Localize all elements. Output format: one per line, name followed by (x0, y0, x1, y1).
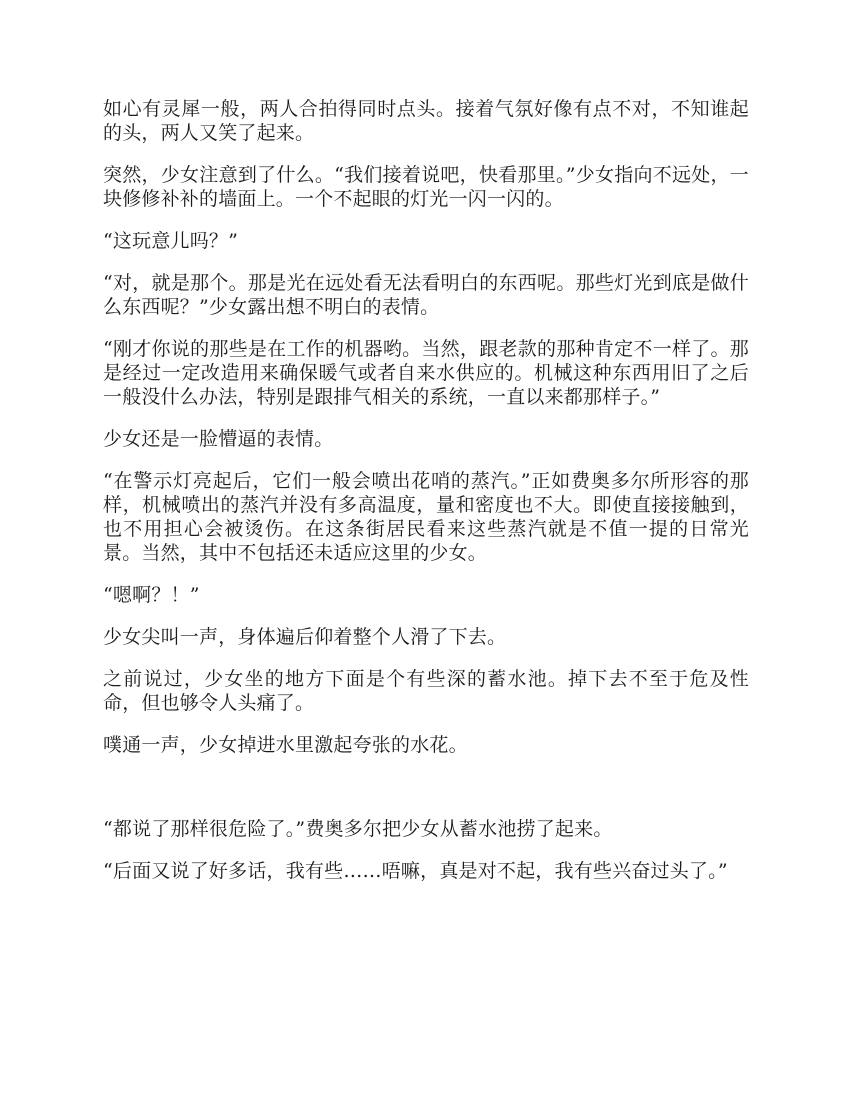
paragraph-8: “嗯啊？！” (103, 584, 200, 606)
section-break (103, 775, 749, 817)
paragraph-10: 之前说过，少女坐的地方下面是个有些深的蓄水池。掉下去不至于危及性命，但也够令人头痛了。 (103, 668, 749, 714)
paragraph-7: “在警示灯亮起后，它们一般会喷出花哨的蒸汽。”正如费奥多尔所形容的那样，机械喷出的蒸汽并没有多高温度，量和密度也不大。即使直接接触到，也不用担心会被烫伤。在这条街居民看来这些蒸汽就是不值一提的日常光景。当然，其中不包括还未适应这里的少女。 (103, 470, 749, 564)
paragraph-11: 噗通一声，少女掉进水里激起夸张的水花。 (103, 734, 468, 756)
paragraph-9: 少女尖叫一声，身体遍后仰着整个人滑了下去。 (103, 626, 507, 648)
paragraph-5: “刚才你说的那些是在工作的机器哟。当然，跟老款的那种肯定不一样了。那是经过一定改造用来确保暖气或者自来水供应的。机械这种东西用旧了之后一般没什么办法，特别是跟排气相关的系统，一直以来都那样子。” (103, 338, 749, 408)
paragraph-4: “对，就是那个。那是光在远处看无法看明白的东西呢。那些灯光到底是做什么东西呢？”少女露出想不明白的表情。 (103, 272, 749, 318)
paragraph-3: “这玩意儿吗？” (103, 230, 239, 252)
paragraph-6: 少女还是一脸懵逼的表情。 (103, 428, 334, 450)
paragraph-1: 如心有灵犀一般，两人合拍得同时点头。接着气氛好像有点不对，不知谁起的头，两人又笑了起来。 (103, 98, 749, 144)
paragraph-2: 突然，少女注意到了什么。“我们接着说吧，快看那里。”少女指向不远处，一块修修补补的墙面上。一个不起眼的灯光一闪一闪的。 (103, 164, 749, 210)
paragraph-12: “都说了那样很危险了。”费奥多尔把少女从蓄水池捞了起来。 (103, 818, 613, 840)
body-text (103, 97, 749, 901)
paragraph-13: “后面又说了好多话，我有些……唔嘛，真是对不起，我有些兴奋过头了。” (103, 860, 728, 882)
